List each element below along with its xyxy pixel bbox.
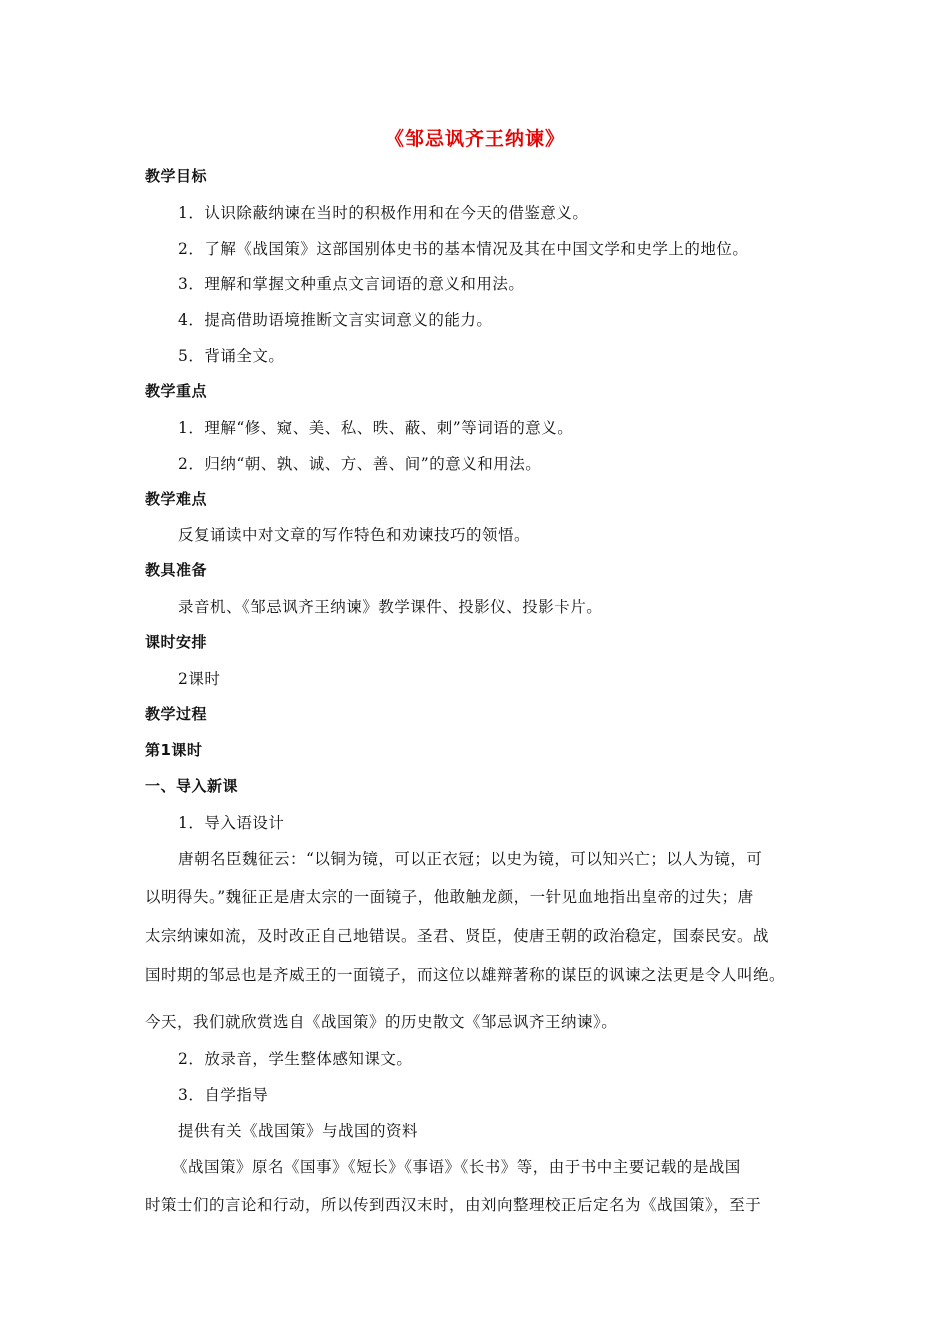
objective-item: 4．提高借助语境推断文言实词意义的能力。	[178, 311, 493, 329]
process-heading: 教学过程	[145, 705, 208, 723]
intro-paragraph-line: 国时期的邹忌也是齐威王的一面镜子，而这位以雄辩著称的谋臣的讽谏之法更是令人叫绝。	[145, 966, 786, 984]
materials-heading: 提供有关《战国策》与战国的资料	[178, 1122, 419, 1140]
intro-heading: 一、导入新课	[145, 777, 239, 795]
objective-item: 1．认识除蔽纳谏在当时的积极作用和在今天的借鉴意义。	[178, 204, 589, 222]
key-points-heading: 教学重点	[145, 382, 208, 400]
key-point-item: 1．理解“修、窥、美、私、昳、蔽、刺”等词语的意义。	[178, 419, 574, 437]
objective-item: 5．背诵全文。	[178, 347, 285, 365]
tools-text: 录音机、《邹忌讽齐王纳谏》教学课件、投影仪、投影卡片。	[178, 598, 603, 616]
objective-item: 3．理解和掌握文种重点文言词语的意义和用法。	[178, 275, 525, 293]
objective-item: 2．了解《战国策》这部国别体史书的基本情况及其在中国文学和史学上的地位。	[178, 240, 749, 258]
lesson1-heading: 第1课时	[145, 741, 203, 759]
intro-item: 3．自学指导	[178, 1086, 269, 1104]
materials-paragraph-line: 时策士们的言论和行动，所以传到西汉末时，由刘向整理校正后定名为《战国策》，至于	[145, 1196, 762, 1214]
materials-paragraph-line: 《战国策》原名《国事》《短长》《事语》《长书》等，由于书中主要记载的是战国	[172, 1158, 741, 1176]
tools-heading: 教具准备	[145, 561, 208, 579]
schedule-text: 2课时	[178, 670, 221, 688]
difficulty-text: 反复诵读中对文章的写作特色和劝谏技巧的领悟。	[178, 526, 531, 544]
objectives-heading: 教学目标	[145, 167, 208, 185]
schedule-heading: 课时安排	[145, 633, 208, 651]
intro-paragraph-line: 今天，我们就欣赏选自《战国策》的历史散文《邹忌讽齐王纳谏》。	[145, 1013, 618, 1031]
intro-paragraph-line: 以明得失。”魏征正是唐太宗的一面镜子，他敢触龙颜，一针见血地指出皇帝的过失；唐	[145, 888, 754, 906]
intro-item: 2．放录音，学生整体感知课文。	[178, 1050, 413, 1068]
difficulty-heading: 教学难点	[145, 490, 208, 508]
intro-paragraph-line: 唐朝名臣魏征云：“以铜为镜，可以正衣冠；以史为镜，可以知兴亡；以人为镜，可	[178, 850, 763, 868]
document-title: 《邹忌讽齐王纳谏》	[384, 128, 565, 150]
key-point-item: 2．归纳“朝、孰、诚、方、善、间”的意义和用法。	[178, 455, 542, 473]
intro-item: 1．导入语设计	[178, 814, 285, 832]
intro-paragraph-line: 太宗纳谏如流，及时改正自己地错误。圣君、贤臣，使唐王朝的政治稳定，国泰民安。战	[145, 927, 770, 945]
